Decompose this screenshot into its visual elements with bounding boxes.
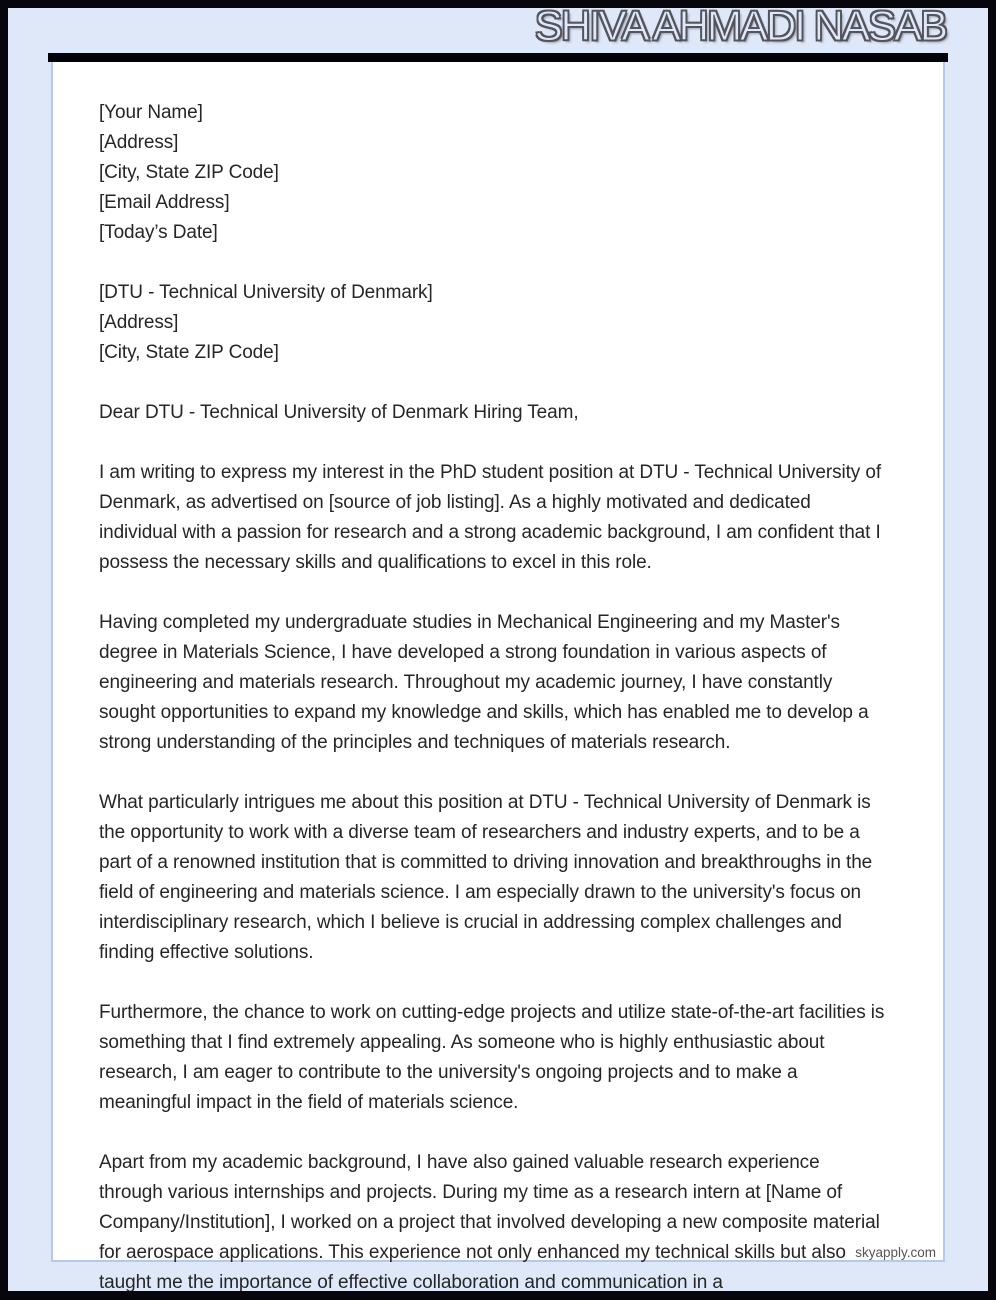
letterhead-name: SHIVA AHMADI NASAB	[534, 2, 946, 49]
letter-body	[53, 62, 943, 1298]
sender-date-line: [Today’s Date]	[99, 222, 218, 243]
sender-name-line: [Your Name]	[99, 102, 203, 123]
recipient-city-line: [City, State ZIP Code]	[99, 342, 279, 363]
salutation: Dear DTU - Technical University of Denmark Hiring Team,	[99, 402, 579, 423]
paragraph-intro: I am writing to express my interest in the PhD student position at DTU - Technical University of Denmark, as advertised on [source of job listing]. As a highly motivated and dedicated individual with a passion for research and a strong academic background, I am confident that I possess the necessary skills and qualifications to excel in this role.	[99, 462, 882, 573]
paragraph-education: Having completed my undergraduate studies in Mechanical Engineering and my Master's degree in Materials Science, I have developed a strong foundation in various aspects of engineering and materials research. Throughout my academic journey, I have constantly sought opportunities to expand my knowledge and skills, which has enabled me to develop a strong understanding of the principles and techniques of materials research.	[99, 612, 869, 753]
paragraph-motivation: What particularly intrigues me about this position at DTU - Technical University of Denmark is the opportunity to work with a diverse team of researchers and industry experts, and to be a part of a renowned institution that is committed to driving innovation and breakthroughs in the field of engineering and materials science. I am especially drawn to the university's focus on interdisciplinary research, which I believe is crucial in addressing complex challenges and finding effective solutions.	[99, 792, 873, 963]
sender-address-block	[99, 98, 888, 248]
paragraph-experience: Apart from my academic background, I have also gained valuable research experience through various internships and projects. During my time as a research intern at [Name of Company/Institution], I worked on a project that involved developing a new composite material for aerospace applications. This experience not only enhanced my technical skills but also taught me the importance of effective collaboration and communication in a	[99, 1152, 880, 1293]
recipient-name-line: [DTU - Technical University of Denmark]	[99, 282, 433, 303]
recipient-address-block	[99, 278, 888, 368]
sender-email-line: [Email Address]	[99, 192, 230, 213]
document-page	[51, 62, 945, 1293]
paragraph-facilities: Furthermore, the chance to work on cutting-edge projects and utilize state-of-the-art facilities is something that I find extremely appealing. As someone who is highly enthusiastic about research, I am eager to contribute to the university's ongoing projects and to make a meaningful impact in the field of materials science.	[99, 1002, 885, 1113]
header-rule	[48, 53, 948, 62]
sender-address-line: [Address]	[99, 132, 179, 153]
recipient-address-line: [Address]	[99, 312, 179, 333]
sender-city-line: [City, State ZIP Code]	[99, 162, 279, 183]
watermark: skyapply.com	[855, 1245, 936, 1260]
